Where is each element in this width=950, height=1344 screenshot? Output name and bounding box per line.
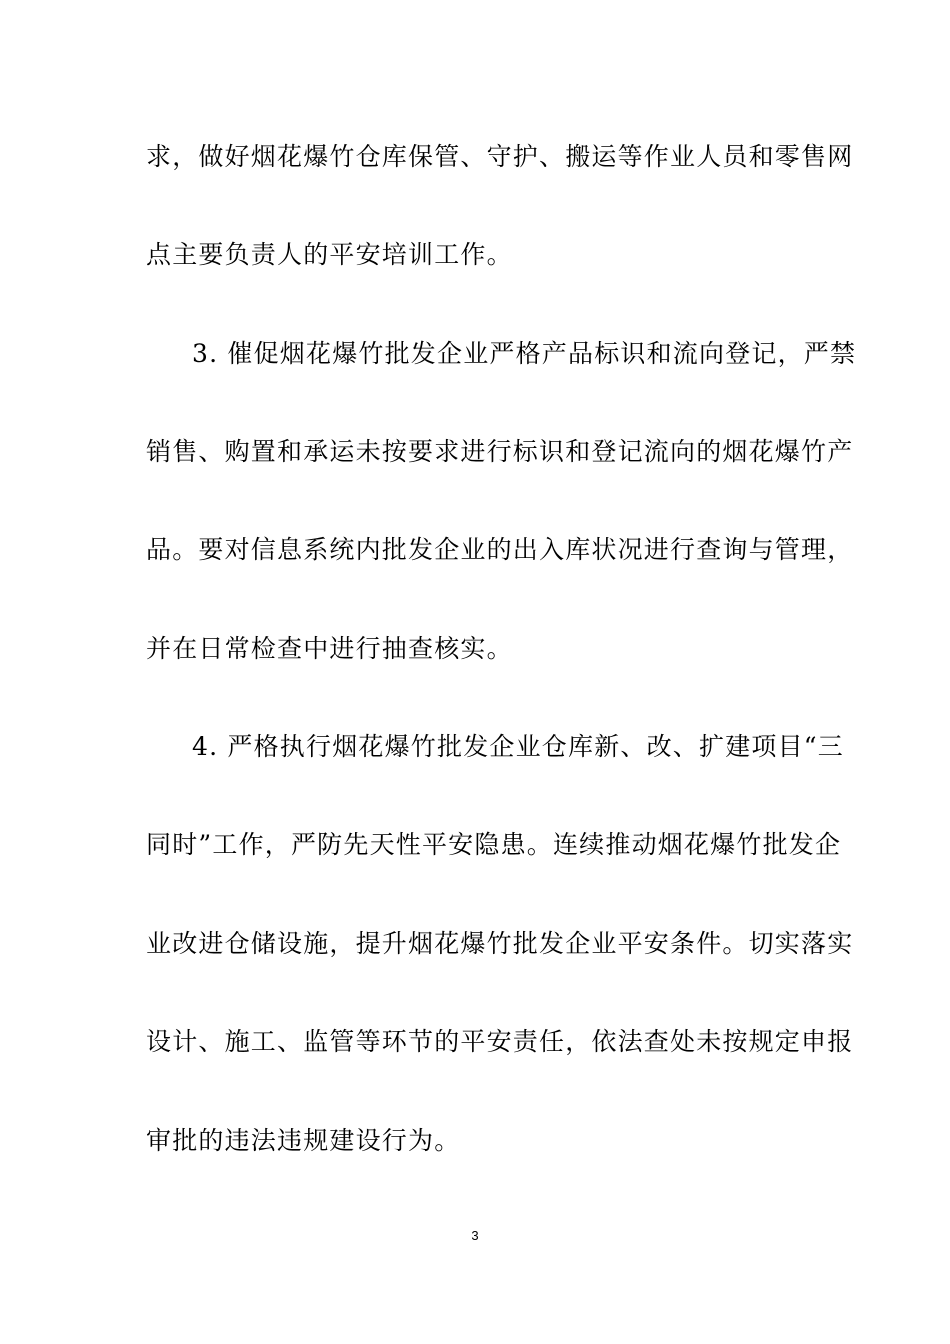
paragraph-line: 审批的违法违规建设行为。 [146, 1126, 461, 1155]
page-number: 3 [471, 1228, 479, 1243]
paragraph-line: 同时”工作，严防先天性平安隐患。连续推动烟花爆竹批发企 [146, 830, 842, 859]
paragraph-line: 业改进仓储设施，提升烟花爆竹批发企业平安条件。切实落实 [146, 929, 854, 958]
paragraph-line: 3. 催促烟花爆竹批发企业严格产品标识和流向登记，严禁 [192, 339, 857, 368]
paragraph-line: 并在日常检查中进行抽查核实。 [146, 634, 513, 663]
paragraph-line: 品。要对信息系统内批发企业的出入库状况进行查询与管理， [146, 535, 854, 564]
paragraph-line: 4. 严格执行烟花爆竹批发企业仓库新、改、扩建项目“三 [192, 732, 844, 761]
paragraph-line: 销售、购置和承运未按要求进行标识和登记流向的烟花爆竹产 [146, 437, 854, 466]
paragraph-line: 求，做好烟花爆竹仓库保管、守护、搬运等作业人员和零售网 [146, 142, 854, 171]
paragraph-line: 点主要负责人的平安培训工作。 [146, 240, 513, 269]
paragraph-line: 设计、施工、监管等环节的平安责任，依法查处未按规定申报 [146, 1027, 854, 1056]
